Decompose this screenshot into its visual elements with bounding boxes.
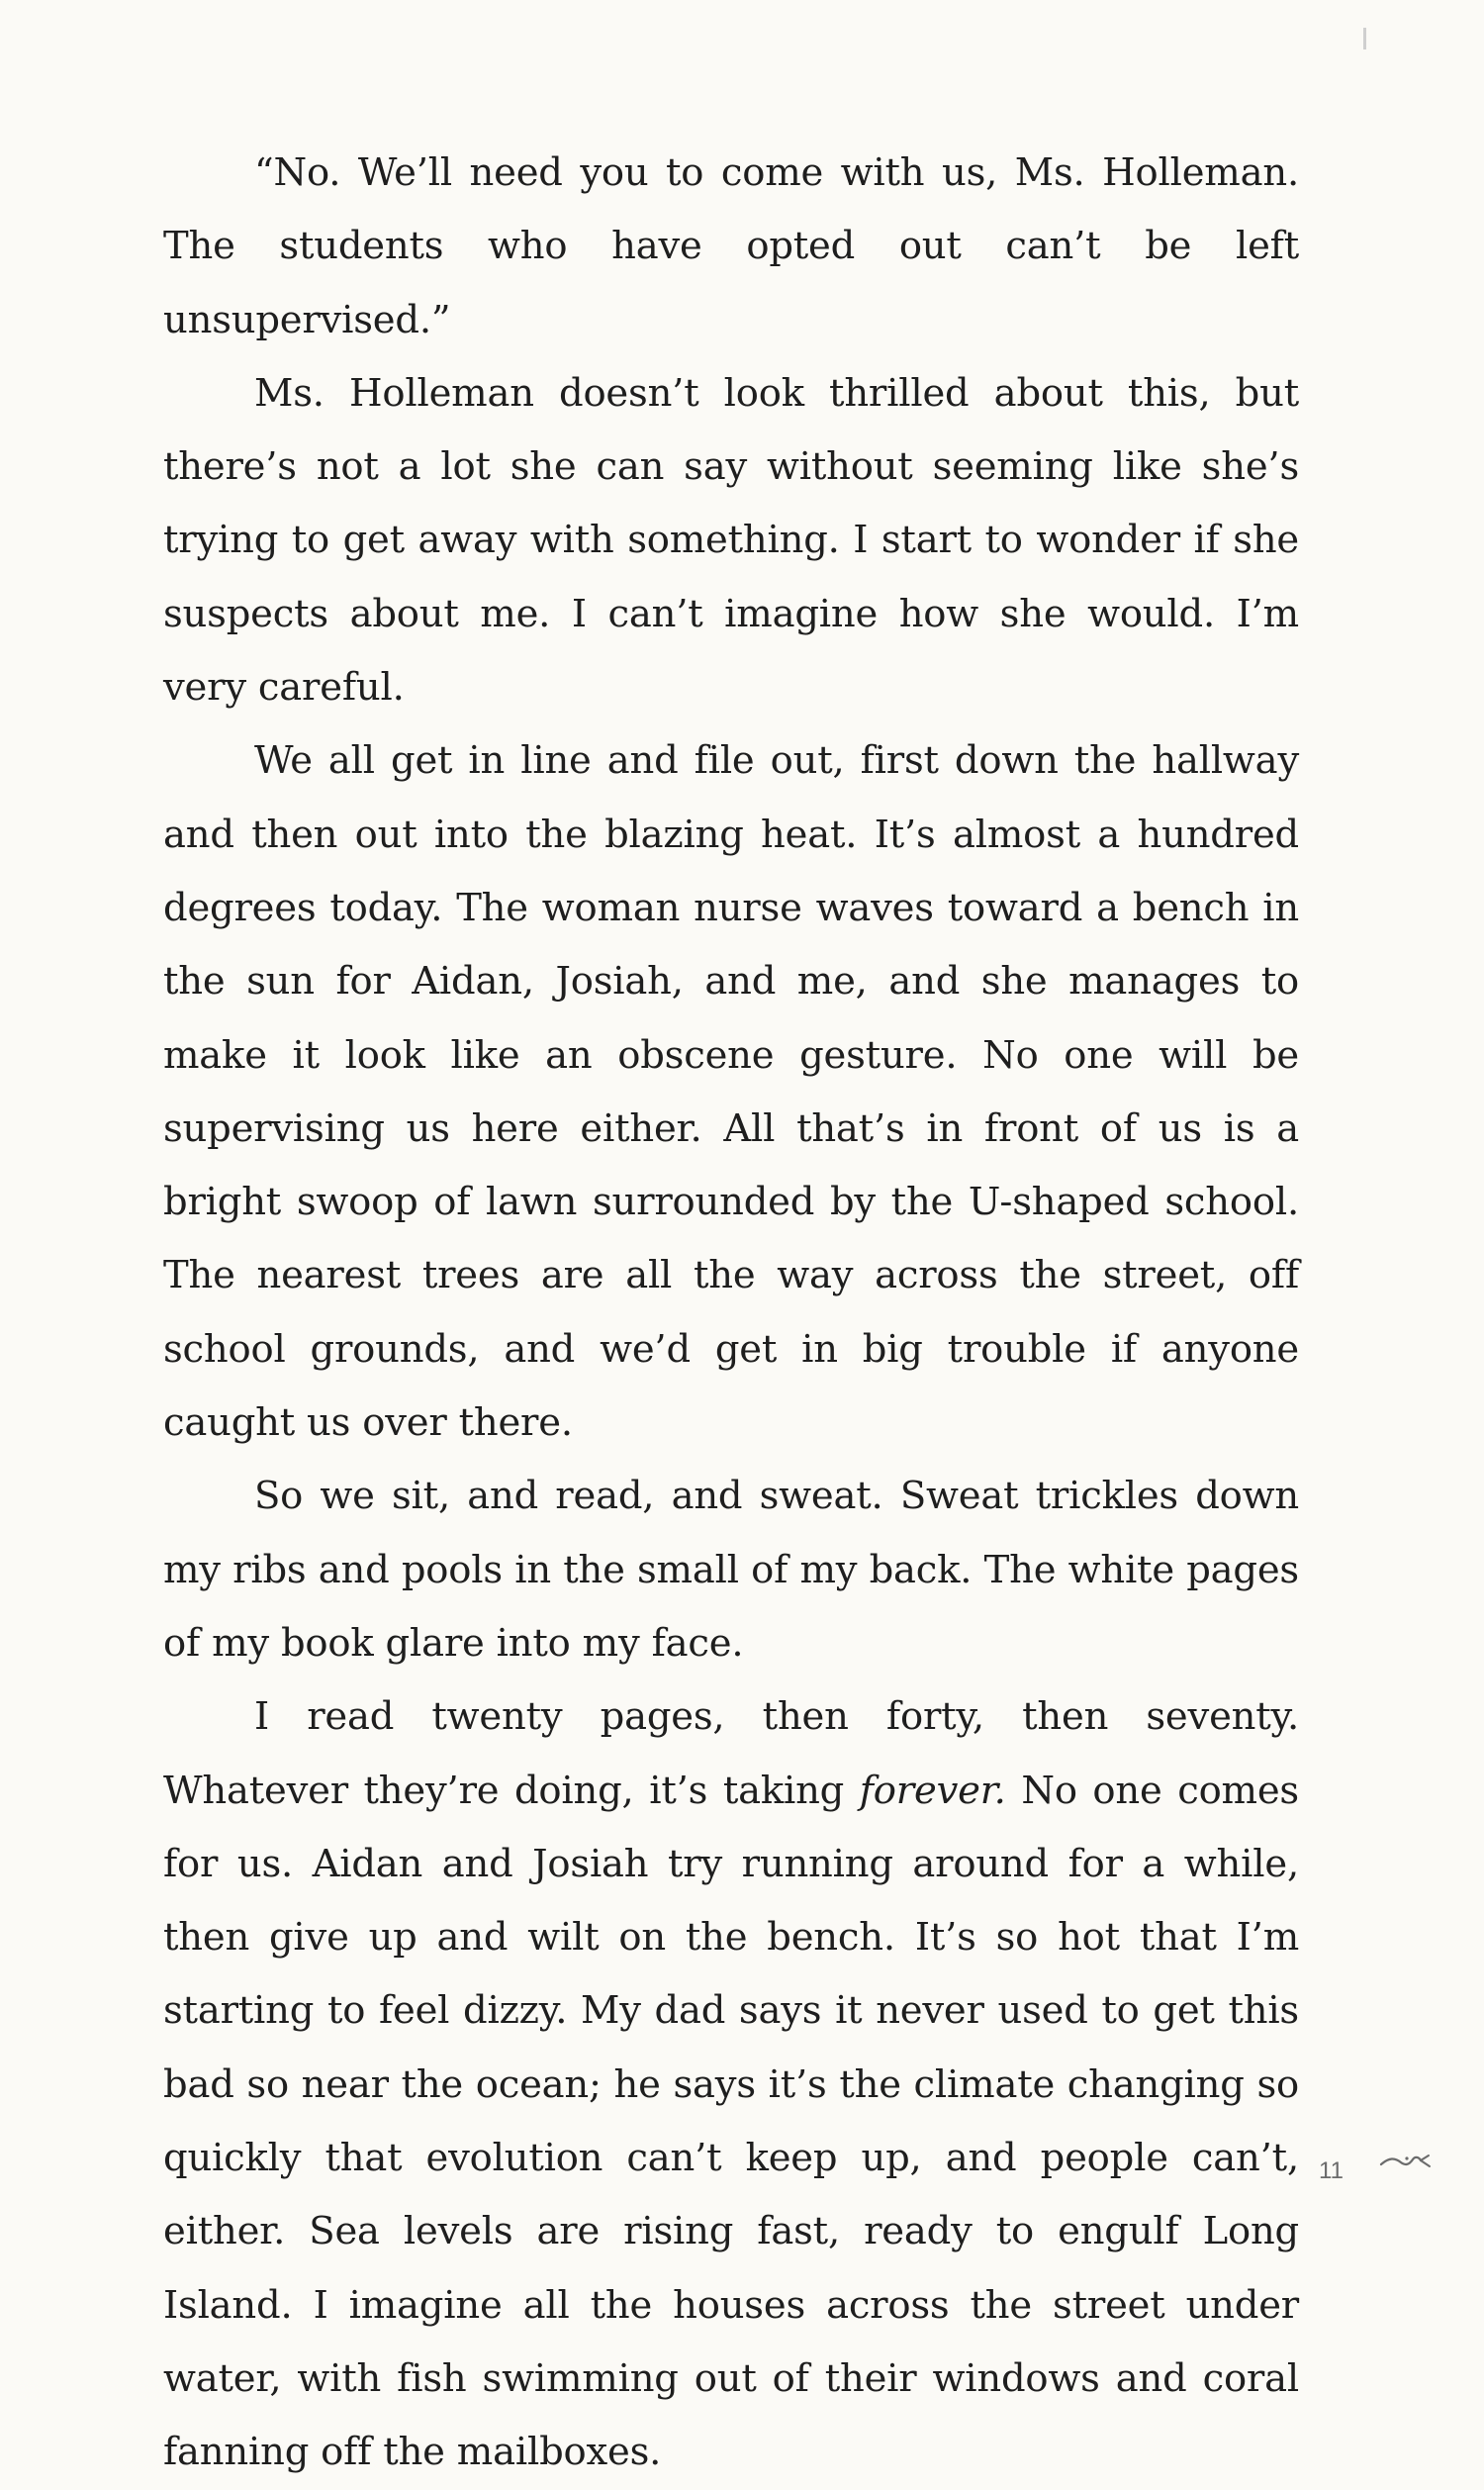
page-number: 11 — [1319, 2157, 1344, 2184]
paragraph-5-after: No one comes for us. Aidan and Josiah try running around for a while, then give up and wilt on the bench. It’s so hot that I’m starting to feel dizzy. My dad says it never used to get this bad so near the ocean; he says it’s the climate changing so quickly that evolution can’t keep up, and people can’t, either. Sea levels are rising fast, ready to engulf Long Island. I imagine all the houses across the street under water, with fish swimming out of their windows and coral fanning off the mailboxes. — [163, 1768, 1299, 2475]
wave-flourish-icon — [1377, 2148, 1437, 2177]
paragraph-5-emphasis: forever. — [859, 1768, 1006, 1813]
paragraph-1: “No. We’ll need you to come with us, Ms. Holleman. The students who have opted out can’t be left unsupervised.” — [163, 150, 1299, 342]
paragraph-3: We all get in line and file out, first down the hallway and then out into the blazing heat. It’s almost a hundred degrees today. The woman nurse waves toward a bench in the sun for Aidan, Josiah, and me, and she manages to make it look like an obscene gesture. No one will be supervising us here either. All that’s in front of us is a bright swoop of lawn surrounded by the U-shaped school. The nearest trees are all the way across the street, off school grounds, and we’d get in big trouble if anyone caught us over there. — [163, 738, 1299, 1446]
paragraph-2: Ms. Holleman doesn’t look thrilled about this, but there’s not a lot she can say without seeming like she’s trying to get away with something. I start to wonder if she suspects about me. I can’t imagine how she would. I’m very careful. — [163, 370, 1299, 711]
paragraph-5 — [163, 1680, 1299, 2489]
scan-artifact — [1363, 28, 1366, 49]
paragraph-4: So we sit, and read, and sweat. Sweat trickles down my ribs and pools in the small of my back. The white pages of my book glare into my face. — [163, 1474, 1299, 1666]
paragraph-5-before: I read twenty pages, then forty, then seventy. Whatever they’re doing, it’s taking — [163, 1694, 1299, 1813]
body-text — [163, 137, 1299, 2490]
